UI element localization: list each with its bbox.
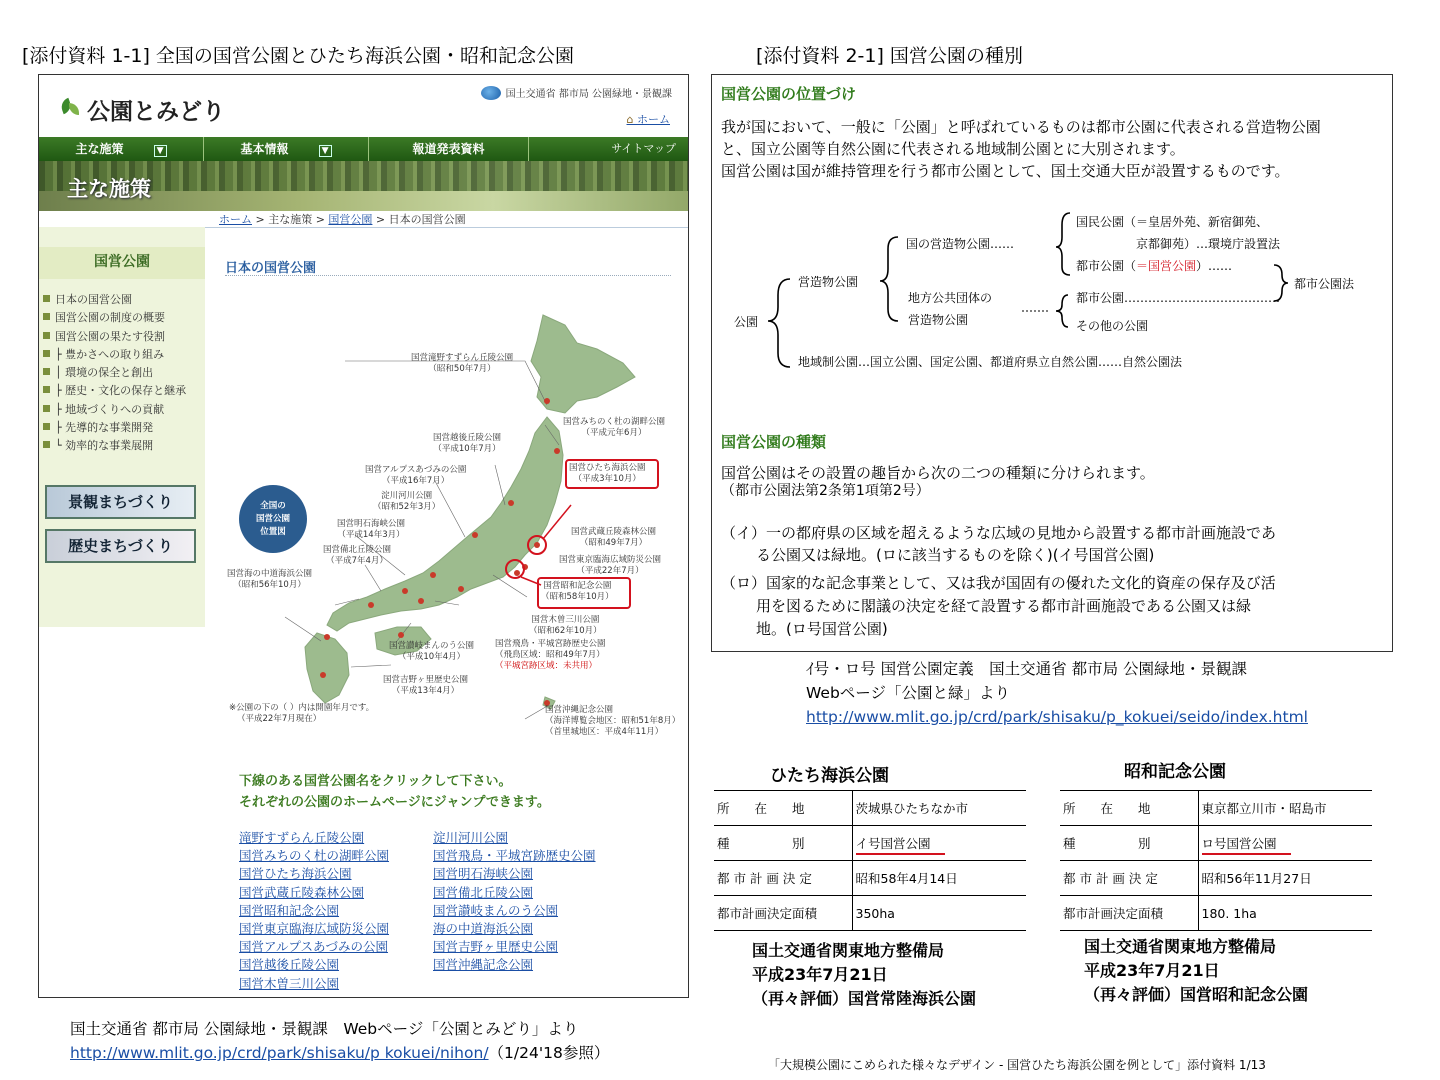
sidebar-list bbox=[43, 291, 203, 456]
table-value: 茨城県ひたちなか市 bbox=[852, 791, 1026, 826]
type-i-line: る公園又は緑地。(ロに該当するものを除く)(イ号国営公園) bbox=[756, 546, 1155, 564]
map-label: 国営飛鳥・平城宮跡歴史公園 （飛鳥区域：昭和49年7月） （平城宮跡区域：未共用） bbox=[495, 639, 606, 671]
diagram-koen: 公園 bbox=[734, 315, 759, 329]
ministry-label bbox=[481, 85, 672, 100]
showa-source: 国土交通省関東地方整備局 bbox=[1084, 937, 1277, 956]
diagram-kokumin: 国民公園（＝皇居外苑、新宿御苑、 bbox=[1076, 215, 1269, 229]
park-link[interactable]: 国営飛鳥・平城宮跡歴史公園 bbox=[433, 848, 596, 864]
park-link[interactable]: 国営越後丘陵公園 bbox=[239, 957, 340, 973]
map-label: 国営滝野すずらん丘陵公園 （昭和50年7月） bbox=[411, 353, 514, 374]
park-link[interactable]: 国営東京臨海広域防災公園 bbox=[239, 921, 390, 937]
body-line: 我が国において、一般に「公園」と呼ばれているものは都市公園に代表される営造物公園 bbox=[721, 118, 1321, 136]
left-footer-url[interactable]: http://www.mlit.go.jp/crd/park/shisaku/p kokuei/nihon/ bbox=[70, 1044, 489, 1062]
map-label: 国営沖縄記念公園 （海洋博覧会地区：昭和51年8月） （首里城地区：平成4年11月） bbox=[545, 705, 681, 737]
section-heading: 国営公園の位置づけ bbox=[721, 85, 857, 103]
landscape-button[interactable]: 景観まちづくり bbox=[45, 485, 196, 519]
table-row bbox=[714, 791, 1026, 826]
map-label-showa: 国営昭和記念公園 （昭和58年10月） bbox=[541, 581, 614, 602]
type-ro-line: 用を図るために閣議の決定を経て設置する都市計画施設である公園又は緑 bbox=[756, 597, 1252, 615]
diagram-chiho: 地方公共団体の bbox=[908, 291, 993, 305]
table-value: 350ha bbox=[852, 896, 1026, 931]
body-line: 国営公園は国が維持管理を行う都市公園として、国土交通大臣が設置するものです。 bbox=[721, 162, 1290, 180]
diagram-kuni: 国の営造物公園…… bbox=[906, 237, 1015, 251]
type-i-line: （イ）一の都府県の区域を超えるような広域の見地から設置する都市計画施設であ bbox=[721, 524, 1277, 542]
site-header bbox=[39, 75, 688, 137]
left-footer-source: 国土交通省 都市局 公園緑地・景観課 Webページ「公園とみどり」より bbox=[70, 1020, 579, 1038]
table-value: イ号国営公園 bbox=[852, 826, 1026, 861]
map-label: 淀川河川公園 （昭和52年3月） bbox=[373, 491, 441, 512]
diagram-toshiho: 都市公園法 bbox=[1294, 277, 1355, 291]
table-row bbox=[1060, 791, 1372, 826]
park-link[interactable]: 国営ひたち海浜公園 bbox=[239, 866, 352, 882]
ministry-text: 国土交通省 都市局 公園緑地・景観課 bbox=[505, 89, 672, 100]
sidebar-item[interactable]: ├ 豊かさへの取り組み bbox=[43, 346, 203, 364]
body-line: （都市公園法第2条第1項第2号） bbox=[721, 483, 930, 499]
park-link[interactable]: 国営木曽三川公園 bbox=[239, 975, 340, 991]
home-link[interactable]: ⌂ ホーム bbox=[626, 113, 670, 126]
map-note: ※公園の下の（ ）内は開園年月です。 （平成22年7月現在） bbox=[229, 703, 375, 724]
diagram-chiho: 営造物公園 bbox=[908, 313, 969, 327]
showa-source: （再々評価）国営昭和記念公園 bbox=[1084, 985, 1309, 1004]
left-footer-link-line bbox=[70, 1042, 609, 1064]
showa-source: 平成23年7月21日 bbox=[1084, 961, 1220, 980]
main-heading: 日本の国営公園 bbox=[225, 261, 317, 276]
section-heading: 国営公園の種類 bbox=[721, 433, 827, 451]
table-key: 種 別 bbox=[714, 826, 852, 861]
park-link[interactable]: 国営昭和記念公園 bbox=[239, 902, 340, 918]
sidebar-item[interactable]: 日本の国営公園 bbox=[43, 291, 203, 309]
ministry-logo-icon bbox=[481, 86, 501, 100]
diagram-toshi-kokuei: 都市公園（＝国営公園）…… bbox=[1076, 259, 1233, 273]
nav-item-policies[interactable]: 主な施策 ▼ bbox=[39, 137, 204, 161]
section-banner bbox=[39, 161, 688, 211]
park-link[interactable]: 国営アルプスあづみの公園 bbox=[239, 939, 389, 955]
breadcrumb-kokuei[interactable]: 国営公園 bbox=[328, 213, 373, 226]
table-value: 昭和56年11月27日 bbox=[1198, 861, 1372, 896]
table-key: 都 市 計 画 決 定 bbox=[714, 861, 852, 896]
park-link-list bbox=[239, 829, 643, 993]
diagram-kokumin: 京都御苑）…環境庁設置法 bbox=[1136, 237, 1281, 251]
hitachi-source: 平成23年7月21日 bbox=[752, 965, 888, 984]
type-ro-line: 地。(ロ号国営公園) bbox=[756, 620, 888, 638]
hitachi-title: ひたち海浜公園 bbox=[770, 766, 889, 786]
table-row bbox=[1060, 861, 1372, 896]
kyushu-shape bbox=[305, 633, 349, 703]
table-value: 昭和58年4月14日 bbox=[852, 861, 1026, 896]
sidebar-item[interactable]: 国営公園の果たす役割 bbox=[43, 328, 203, 346]
park-link[interactable]: 国営吉野ヶ里歴史公園 bbox=[433, 939, 559, 955]
leaf-icon bbox=[57, 97, 81, 123]
park-link[interactable]: 国営明石海峡公園 bbox=[433, 866, 534, 882]
table-row bbox=[714, 826, 1026, 861]
table-key: 都 市 計 画 決 定 bbox=[1060, 861, 1198, 896]
body-line: と、国立公園等自然公園に代表される地域制公園とに大別されます。 bbox=[721, 140, 1185, 158]
sidebar-heading: 国営公園 bbox=[39, 247, 205, 279]
diagram-toshi: 都市公園………………………………… bbox=[1076, 291, 1281, 305]
breadcrumb-current: > 日本の国営公園 bbox=[372, 213, 466, 226]
map-label: 国営海の中道海浜公園 （昭和56年10月） bbox=[227, 569, 313, 590]
table-row bbox=[1060, 896, 1372, 931]
map-badge-line: 全国の bbox=[260, 501, 286, 511]
body-line: 国営公園はその設置の趣旨から次の二つの種類に分けられます。 bbox=[721, 464, 1155, 482]
map-label: 国営みちのく杜の湖畔公園 （平成元年6月） bbox=[563, 417, 666, 438]
sidebar-item[interactable]: └ 効率的な事業展開 bbox=[43, 437, 203, 455]
diagram-chiiki: 地域制公園…国立公園、国定公園、都道府県立自然公園……自然公園法 bbox=[798, 355, 1183, 369]
sidebar-item[interactable]: ├ 地域づくりへの貢献 bbox=[43, 401, 203, 419]
nav-item-sitemap[interactable]: サイトマップ bbox=[611, 142, 676, 155]
divider bbox=[205, 227, 688, 228]
map-badge-line: 国営公園 bbox=[255, 514, 291, 524]
nav-item-basic-info[interactable]: 基本情報 ▼ bbox=[204, 137, 369, 161]
right-footer-source: ｲ号・ロ号 国営公園定義 国土交通省 都市局 公園緑地・景観課 bbox=[806, 660, 1248, 678]
hitachi-source: （再々評価）国営常陸海浜公園 bbox=[752, 989, 977, 1008]
map-label: 国営アルプスあづみの公園 （平成16年7月） bbox=[365, 465, 467, 486]
diagram-sonota: その他の公園 bbox=[1076, 319, 1149, 333]
chevron-down-icon: ▼ bbox=[319, 145, 332, 157]
table-key: 所 在 地 bbox=[1060, 791, 1198, 826]
sidebar-item[interactable]: 国営公園の制度の概要 bbox=[43, 309, 203, 327]
map-badge-line: 位置図 bbox=[260, 527, 286, 537]
map-label: 国営木曽三川公園 （昭和62年10月） bbox=[529, 615, 602, 636]
left-footer-ref: （1/24'18参照） bbox=[488, 1044, 610, 1062]
table-row bbox=[1060, 826, 1372, 861]
map-label: 国営武蔵丘陵森林公園 （昭和49年7月） bbox=[571, 527, 657, 548]
table-key: 都市計画決定面積 bbox=[1060, 896, 1198, 931]
click-instruction: 下線のある国営公園名をクリックして下さい。 それぞれの公園のホームページにジャンプできます。 bbox=[239, 774, 550, 810]
hitachi-source: 国土交通省関東地方整備局 bbox=[752, 941, 945, 960]
page-footer: 「大規模公園にこめられた様々なデザイン - 国営ひたち海浜公園を例として」添付資料 1/13 bbox=[768, 1058, 1266, 1072]
table-value: ロ号国営公園 bbox=[1198, 826, 1372, 861]
park-link[interactable]: 海の中道海浜公園 bbox=[433, 921, 534, 937]
table-value: 東京都立川市・昭島市 bbox=[1198, 791, 1372, 826]
park-link[interactable]: 国営備北丘陵公園 bbox=[433, 884, 534, 900]
breadcrumb-text: > 主な施策 > bbox=[252, 213, 329, 226]
table-key: 種 別 bbox=[1060, 826, 1198, 861]
map-label-hitachi: 国営ひたち海浜公園 （平成3年10月） bbox=[569, 463, 646, 484]
map-label: 国営吉野ヶ里歴史公園 （平成13年4月） bbox=[383, 675, 469, 696]
sidebar-item[interactable]: ├ 歴史・文化の保存と継承 bbox=[43, 382, 203, 400]
site-nav bbox=[39, 137, 688, 161]
nav-item-press[interactable]: 報道発表資料 bbox=[369, 137, 529, 161]
sidebar-item[interactable]: ├ 先導的な事業開発 bbox=[43, 419, 203, 437]
right-footer-url[interactable]: http://www.mlit.go.jp/crd/park/shisaku/p_kokuei/seido/index.html bbox=[806, 708, 1308, 726]
right-heading: [添付資料 2-1] 国営公園の種別 bbox=[756, 45, 1023, 67]
left-heading: [添付資料 1-1] 全国の国営公園とひたち海浜公園・昭和記念公園 bbox=[22, 45, 574, 67]
breadcrumb-home[interactable]: ホーム bbox=[219, 213, 252, 226]
type-ro-line: （ロ）国家的な記念事業として、又は我が国固有の優れた文化的資産の保存及び活 bbox=[721, 574, 1276, 592]
park-link[interactable]: 淀川河川公園 bbox=[433, 830, 509, 845]
showa-table bbox=[1060, 790, 1372, 931]
map-label: 国営越後丘陵公園 （平成10年7月） bbox=[433, 433, 502, 454]
park-link[interactable]: 国営沖縄記念公園 bbox=[433, 957, 534, 973]
table-key: 都市計画決定面積 bbox=[714, 896, 852, 931]
right-footer-url-line bbox=[806, 706, 1308, 728]
table-value: 180. 1ha bbox=[1198, 896, 1372, 931]
sidebar bbox=[39, 227, 205, 627]
showa-title: 昭和記念公園 bbox=[1124, 762, 1226, 782]
diagram-eizo: 営造物公園 bbox=[798, 275, 859, 289]
map-label: 国営明石海峡公園 （平成14年3月） bbox=[337, 519, 406, 540]
map-label: 国営讃岐まんのう公園 （平成10年4月） bbox=[389, 641, 475, 662]
park-link[interactable]: 国営讃岐まんのう公園 bbox=[433, 902, 559, 918]
table-row bbox=[714, 896, 1026, 931]
map-label: 国営東京臨海広域防災公園 （平成22年7月） bbox=[559, 555, 662, 576]
map-label: 国営備北丘陵公園 （平成7年4月） bbox=[323, 545, 392, 566]
website-screenshot bbox=[38, 74, 689, 998]
table-key: 所 在 地 bbox=[714, 791, 852, 826]
park-link[interactable]: 国営武蔵丘陵森林公園 bbox=[239, 884, 365, 900]
breadcrumb bbox=[219, 211, 466, 227]
site-logo-text: 公園とみどり bbox=[87, 99, 225, 125]
chevron-down-icon: ▼ bbox=[154, 145, 167, 157]
divider bbox=[225, 275, 671, 276]
hitachi-table bbox=[714, 790, 1026, 931]
park-type-box bbox=[711, 74, 1393, 652]
table-row bbox=[714, 861, 1026, 896]
park-link[interactable]: 滝野すずらん丘陵公園 bbox=[239, 830, 365, 845]
banner-label: 主な施策 bbox=[67, 177, 151, 201]
home-icon: ⌂ bbox=[626, 113, 637, 126]
sidebar-item[interactable]: │ 環境の保全と創出 bbox=[43, 364, 203, 382]
park-link[interactable]: 国営みちのく杜の湖畔公園 bbox=[239, 848, 390, 864]
site-logo[interactable] bbox=[57, 93, 225, 126]
right-footer-source: Webページ「公園と緑」より bbox=[806, 684, 1010, 702]
history-button[interactable]: 歴史まちづくり bbox=[45, 529, 196, 563]
